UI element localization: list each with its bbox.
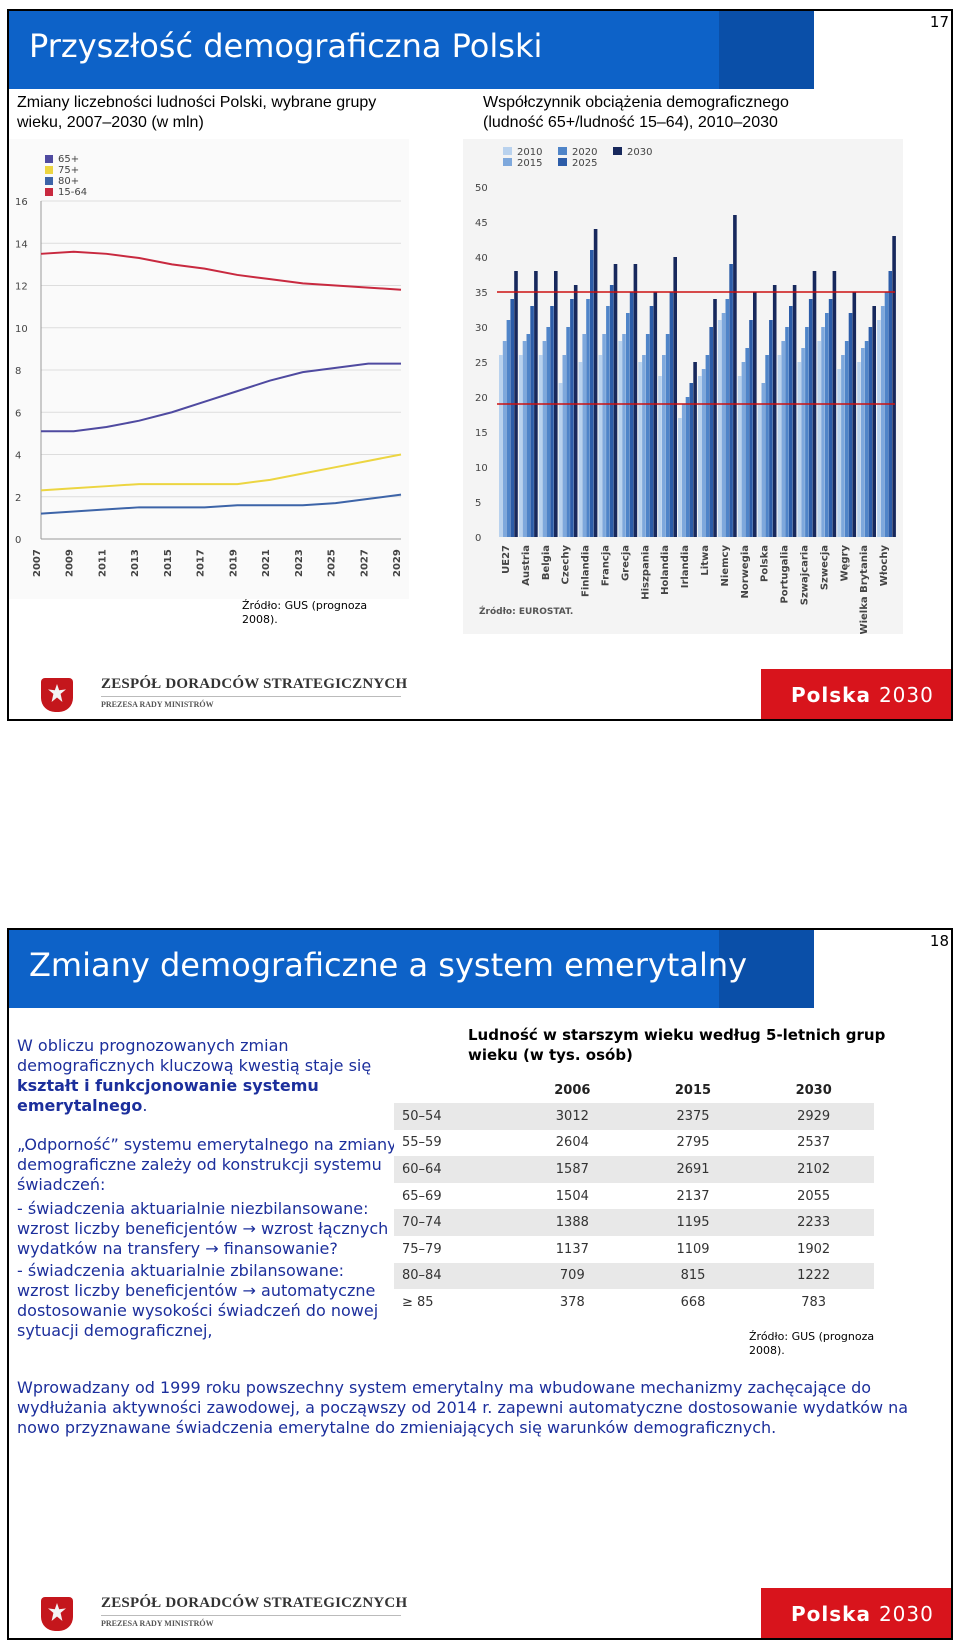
brand-year: 2030 <box>878 1602 934 1626</box>
bar-2030 <box>753 292 757 537</box>
table-header-row <box>394 1077 874 1103</box>
bar-2030 <box>693 362 697 537</box>
bottom-paragraph: Wprowadzany od 1999 roku powszechny system emerytalny ma wbudowane mechanizmy zachęcające do wydłużania aktywności zawodowej, a począwszy od 2014 r. zapewni automatyczne dostosowanie wydatków na nowo przyznawane świadczenia emerytalne do zmieniających się warunków demograficznych. <box>17 1378 909 1437</box>
legend-swatch <box>45 155 53 163</box>
y-tick-label: 15 <box>475 428 488 439</box>
value-cell: 378 <box>559 1294 585 1310</box>
table-row <box>394 1289 874 1316</box>
bar-2010 <box>817 341 821 537</box>
footer-org: ZESPÓŁ DORADCÓW STRATEGICZNYCH <box>101 676 408 692</box>
bar-2010 <box>798 362 802 537</box>
x-tick-label: Czechy <box>560 545 572 585</box>
value-cell: 2137 <box>676 1188 710 1204</box>
bar-2030 <box>574 285 578 537</box>
x-tick-label: Norwegia <box>739 545 751 599</box>
bar-2015 <box>781 341 785 537</box>
bar-2015 <box>801 348 805 537</box>
bar-2020 <box>646 334 650 537</box>
bar-2020 <box>546 327 550 537</box>
legend-swatch <box>558 147 567 155</box>
x-tick-label: 2009 <box>64 549 76 577</box>
legend-swatch <box>503 147 512 155</box>
bar-2010 <box>618 341 622 537</box>
y-tick-label: 30 <box>475 323 488 334</box>
bar-2010 <box>559 383 563 537</box>
x-tick-label: Portugalia <box>779 545 791 604</box>
x-tick-label: Szwecja <box>819 545 831 591</box>
x-tick-label: 2007 <box>32 549 43 577</box>
bar-2015 <box>702 369 706 537</box>
table-title: Ludność w starszym wieku według 5-letnich grup wieku (w tys. osób) <box>468 1026 886 1064</box>
bar-2030 <box>634 264 638 537</box>
bar-2030 <box>654 292 658 537</box>
y-tick-label: 10 <box>475 463 488 474</box>
brand-badge <box>761 669 951 719</box>
value-cell: 2929 <box>797 1108 831 1124</box>
bar-2025 <box>530 306 534 537</box>
brand-name: Polska <box>791 683 871 707</box>
legend-label: 2010 <box>517 147 543 158</box>
x-tick-label: Finlandia <box>580 545 592 598</box>
value-cell: 2604 <box>555 1135 589 1151</box>
slide-title: Przyszłość demograficzna Polski <box>29 27 543 65</box>
legend-label: 2025 <box>572 158 598 169</box>
bar-2030 <box>673 257 677 537</box>
legend-swatch <box>45 166 53 174</box>
bar-2020 <box>626 313 630 537</box>
bar-2025 <box>570 299 574 537</box>
bar-2020 <box>745 348 749 537</box>
legend-label: 2020 <box>572 147 598 158</box>
bar-2015 <box>841 355 845 537</box>
slide-number: 18 <box>929 932 949 950</box>
x-tick-label: Niemcy <box>719 545 731 587</box>
eagle-emblem-icon <box>41 678 73 712</box>
legend-label: 2030 <box>627 147 653 158</box>
age-group-cell: 75–79 <box>402 1241 442 1257</box>
brand-name: Polska <box>791 1602 871 1626</box>
bar-2010 <box>658 376 662 537</box>
bar-2025 <box>670 292 674 537</box>
bar-2015 <box>543 341 547 537</box>
left-chart-source: Źródło: GUS (prognoza 2008). <box>242 599 368 626</box>
x-tick-label: 2021 <box>261 549 273 577</box>
bar-2020 <box>566 327 570 537</box>
bar-2010 <box>678 418 682 537</box>
bar-2010 <box>539 355 543 537</box>
bar-2030 <box>594 229 598 537</box>
value-cell: 2233 <box>797 1215 831 1231</box>
legend-swatch <box>503 158 512 166</box>
x-tick-label: Szwajcaria <box>799 545 811 606</box>
bar-2010 <box>599 355 603 537</box>
y-tick-label: 35 <box>475 288 488 299</box>
bar-2010 <box>877 320 881 537</box>
bar-2025 <box>729 264 733 537</box>
line-chart-background <box>9 139 409 599</box>
legend-label: 75+ <box>58 165 80 176</box>
y-tick-label: 20 <box>475 393 488 404</box>
bar-2015 <box>523 341 527 537</box>
bar-2020 <box>845 341 849 537</box>
x-tick-label: 2017 <box>195 549 207 577</box>
bar-2020 <box>825 313 829 537</box>
x-tick-label: Litwa <box>700 545 711 576</box>
x-tick-label: 2011 <box>97 549 109 577</box>
bar-2020 <box>765 355 769 537</box>
y-tick-label: 14 <box>15 239 28 251</box>
bar-2025 <box>869 327 873 537</box>
x-tick-label: 2019 <box>228 549 240 577</box>
title-bar <box>9 930 814 1008</box>
legend-label: 15-64 <box>58 187 88 198</box>
y-tick-label: 10 <box>15 323 28 335</box>
column-header: 2030 <box>795 1082 832 1098</box>
table-row <box>394 1156 874 1183</box>
title-bar <box>9 11 814 89</box>
bar-2025 <box>809 299 813 537</box>
age-group-cell: 50–54 <box>402 1108 442 1124</box>
table-source: Źródło: GUS (prognoza 2008). <box>749 1330 875 1357</box>
x-tick-label: Francja <box>600 545 612 587</box>
slide-17 <box>7 9 953 721</box>
bar-2010 <box>638 362 642 537</box>
bar-2025 <box>550 306 554 537</box>
y-tick-label: 0 <box>475 533 482 544</box>
bar-2020 <box>686 397 690 537</box>
y-tick-label: 0 <box>15 535 22 546</box>
value-cell: 1388 <box>555 1215 589 1231</box>
bar-2020 <box>785 327 789 537</box>
value-cell: 2055 <box>797 1188 831 1204</box>
table-row <box>394 1103 874 1130</box>
x-tick-label: 2023 <box>293 549 305 577</box>
y-tick-label: 8 <box>15 366 22 377</box>
footer-org: ZESPÓŁ DORADCÓW STRATEGICZNYCH <box>101 1595 408 1611</box>
age-group-cell: 55–59 <box>402 1135 442 1151</box>
value-cell: 1222 <box>797 1268 831 1284</box>
y-tick-label: 12 <box>15 281 28 293</box>
legend-label: 65+ <box>58 154 80 165</box>
bar-2020 <box>706 355 710 537</box>
bar-2030 <box>793 285 797 537</box>
value-cell: 2102 <box>797 1161 831 1177</box>
bar-2020 <box>666 334 670 537</box>
bar-2015 <box>582 334 586 537</box>
value-cell: 2537 <box>797 1135 831 1151</box>
bar-2020 <box>885 292 889 537</box>
bar-2010 <box>738 376 742 537</box>
slide-title: Zmiany demograficzne a system emerytalny <box>29 946 748 984</box>
bar-2030 <box>614 264 618 537</box>
bar-2025 <box>630 292 634 537</box>
x-tick-label: Polska <box>759 545 771 582</box>
value-cell: 1109 <box>676 1241 710 1257</box>
x-tick-label: Grecja <box>620 545 632 582</box>
bar-2030 <box>853 292 857 537</box>
bar-2010 <box>857 362 861 537</box>
y-tick-label: 4 <box>15 450 22 462</box>
left-chart-subtitle: Zmiany liczebności ludności Polski, wybrane grupy wieku, 2007–2030 (w mln) <box>17 94 377 131</box>
age-table <box>394 1077 874 1316</box>
x-tick-label: 2013 <box>130 549 142 577</box>
x-tick-label: Irlandia <box>680 545 692 589</box>
bar-2025 <box>709 327 713 537</box>
right-chart-source: Źródło: EUROSTAT. <box>479 607 574 617</box>
x-tick-label: Austria <box>520 545 532 586</box>
x-tick-label: UE27 <box>501 545 512 574</box>
value-cell: 783 <box>801 1294 827 1310</box>
age-group-cell: ≥ 85 <box>402 1294 434 1310</box>
value-cell: 1902 <box>797 1241 831 1257</box>
right-chart-subtitle: Współczynnik obciążenia demograficznego (ludność 65+/ludność 15–64), 2010–2030 <box>483 94 789 131</box>
table-row <box>394 1130 874 1157</box>
bar-2010 <box>698 376 702 537</box>
bar-2030 <box>872 306 876 537</box>
bar-2025 <box>769 320 773 537</box>
legend-label: 2015 <box>517 158 543 169</box>
bar-2025 <box>829 299 833 537</box>
bar-2020 <box>726 299 730 537</box>
footer-sub: PREZESA RADY MINISTRÓW <box>101 700 214 709</box>
x-tick-label: 2025 <box>326 549 338 577</box>
slide-18 <box>7 928 953 1640</box>
y-tick-label: 50 <box>475 183 488 194</box>
x-tick-label: Hiszpania <box>640 545 652 600</box>
bar-2010 <box>837 369 841 537</box>
brand-year: 2030 <box>878 683 934 707</box>
value-cell: 2691 <box>676 1161 710 1177</box>
age-group-cell: 60–64 <box>402 1161 442 1177</box>
value-cell: 668 <box>680 1294 706 1310</box>
bar-2020 <box>507 320 511 537</box>
bar-2010 <box>758 404 762 537</box>
bar-2010 <box>519 355 523 537</box>
column-header <box>394 1077 512 1103</box>
bar-2020 <box>865 341 869 537</box>
bar-2025 <box>610 285 614 537</box>
y-tick-label: 16 <box>15 197 28 208</box>
legend-swatch <box>45 188 53 196</box>
value-cell: 709 <box>559 1268 585 1284</box>
footer-logo <box>41 670 421 714</box>
bar-2025 <box>849 313 853 537</box>
age-group-cell: 65–69 <box>402 1188 442 1204</box>
table-row <box>394 1263 874 1290</box>
bar-2015 <box>503 341 507 537</box>
brand-badge <box>761 1588 951 1638</box>
bar-2025 <box>749 320 753 537</box>
y-tick-label: 2 <box>15 492 22 504</box>
bar-2015 <box>762 383 766 537</box>
x-tick-label: Węgry <box>839 545 851 582</box>
table-row <box>394 1236 874 1263</box>
x-tick-label: Włochy <box>879 545 891 587</box>
bar-2020 <box>805 327 809 537</box>
y-tick-label: 45 <box>475 218 488 229</box>
value-cell: 1587 <box>555 1161 589 1177</box>
bar-2025 <box>510 299 514 537</box>
bar-2015 <box>682 404 686 537</box>
age-group-cell: 80–84 <box>402 1268 442 1284</box>
x-tick-label: 2029 <box>392 549 403 577</box>
y-tick-label: 25 <box>475 358 488 369</box>
value-cell: 2375 <box>676 1108 710 1124</box>
x-tick-label: Wielka Brytania <box>859 545 871 634</box>
bar-2015 <box>722 313 726 537</box>
bar-2015 <box>563 355 567 537</box>
y-tick-label: 5 <box>475 498 482 509</box>
bar-2025 <box>590 250 594 537</box>
bar-2010 <box>499 355 503 537</box>
bar-2015 <box>662 355 666 537</box>
legend-label: 80+ <box>58 176 80 187</box>
bar-2025 <box>650 306 654 537</box>
bar-2030 <box>713 299 717 537</box>
bar-2025 <box>789 306 793 537</box>
x-tick-label: Holandia <box>660 545 672 595</box>
value-cell: 815 <box>680 1268 706 1284</box>
bar-2010 <box>718 320 722 537</box>
x-tick-label: 2027 <box>359 549 371 577</box>
legend-swatch <box>613 147 622 155</box>
bar-2015 <box>881 306 885 537</box>
legend-swatch <box>558 158 567 166</box>
bar-2015 <box>861 348 865 537</box>
value-cell: 1137 <box>555 1241 589 1257</box>
resilience-paragraph: „Odporność” systemu emerytalnego na zmiany demograficzne zależy od konstrukcji systemu świadczeń: - świadczenia aktuarialnie niezbilansowane: wzrost liczby beneficjentów → wzrost łącznych wydatków na transfery → finansowanie? - świadczenia aktuarialnie zbilansowane: wzrost liczby beneficjentów → automatyczne dostosowanie wysokości świadczeń do nowej sytuacji demograficznej, <box>17 1135 397 1340</box>
y-tick-label: 40 <box>475 253 488 264</box>
bar-2020 <box>606 306 610 537</box>
table-row <box>394 1209 874 1236</box>
value-cell: 3012 <box>555 1108 589 1124</box>
table-row <box>394 1183 874 1210</box>
bar-2015 <box>821 327 825 537</box>
bar-2015 <box>642 355 646 537</box>
bar-2015 <box>622 334 626 537</box>
y-tick-label: 6 <box>15 408 22 420</box>
age-group-cell: 70–74 <box>402 1215 442 1231</box>
bar-2020 <box>586 299 590 537</box>
slide-number: 17 <box>929 13 949 31</box>
bar-2020 <box>527 334 531 537</box>
bar-2030 <box>892 236 896 537</box>
bar-2015 <box>602 334 606 537</box>
bar-chart <box>463 139 903 634</box>
legend-swatch <box>45 177 53 185</box>
intro-paragraph: W obliczu prognozowanych zmian demograficznych kluczową kwestią staje się kształt i funkcjonowanie systemu emerytalnego. <box>17 1036 372 1115</box>
bar-2015 <box>742 362 746 537</box>
footer-sub: PREZESA RADY MINISTRÓW <box>101 1619 214 1628</box>
x-tick-label: 2015 <box>162 549 174 577</box>
value-cell: 2795 <box>676 1135 710 1151</box>
footer-logo <box>41 1589 421 1633</box>
bar-2025 <box>690 383 694 537</box>
column-header: 2015 <box>674 1082 712 1098</box>
column-header: 2006 <box>554 1082 591 1098</box>
eagle-emblem-icon <box>41 1597 73 1631</box>
value-cell: 1195 <box>676 1215 710 1231</box>
bar-2030 <box>733 215 737 537</box>
line-chart <box>9 139 409 599</box>
bar-2030 <box>773 285 777 537</box>
value-cell: 1504 <box>555 1188 589 1204</box>
bar-2010 <box>778 355 782 537</box>
bar-2010 <box>579 362 583 537</box>
x-tick-label: Belgia <box>540 545 552 581</box>
